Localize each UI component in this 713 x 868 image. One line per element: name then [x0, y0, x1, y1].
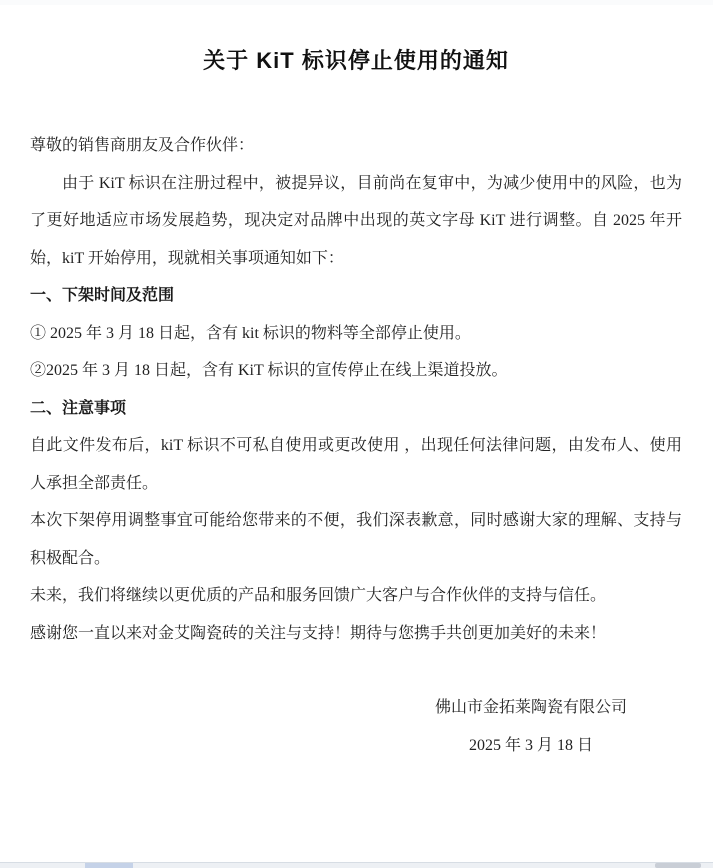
- section2-paragraph-4: 感谢您一直以来对金艾陶瓷砖的关注与支持！期待与您携手共创更加美好的未来！: [30, 624, 607, 642]
- section2-heading: 二、注意事项: [30, 399, 127, 417]
- scrollbar-thumb[interactable]: [655, 863, 701, 868]
- section2-paragraph-2: 本次下架停用调整事宜可能给您带来的不便，我们深表歉意，同时感谢大家的理解、支持与积极配合。: [30, 512, 682, 567]
- signature-block: [435, 689, 627, 764]
- section1-heading: 一、下架时间及范围: [30, 287, 175, 304]
- scrollbar-blue-segment: [85, 863, 133, 868]
- section2-paragraph-1: 自此文件发布后，kiT 标识不可私自使用或更改使用 ，出现任何法律问题，由发布人、使用人承担全部责任。: [30, 437, 682, 492]
- signature-date: 2025 年 3 月 18 日: [468, 736, 593, 754]
- salutation: 尊敬的销售商朋友及合作伙伴：: [30, 137, 255, 154]
- section1-item-1: ① 2025 年 3 月 18 日起，含有 kit 标识的物料等全部停止使用。: [30, 324, 471, 342]
- section2-paragraph-3: 未来，我们将继续以更优质的产品和服务回馈广大客户与合作伙伴的支持与信任。: [30, 587, 607, 604]
- document-title: 关于 KiT 标识停止使用的通知: [203, 48, 509, 73]
- signature-company: 佛山市金拓莱陶瓷有限公司: [434, 699, 627, 716]
- intro-paragraph: 由于 KiT 标识在注册过程中，被提异议，目前尚在复审中，为减少使用中的风险，也为了更好地适应市场发展趋势，现决定对品牌中出现的英文字母 KiT 进行调整。自 2025 年开始，kiT 开始停用，现就相关事项通知如下：: [30, 174, 682, 267]
- document-body: [30, 127, 682, 652]
- horizontal-scrollbar[interactable]: [0, 862, 713, 868]
- section1-item-2: ②2025 年 3 月 18 日起，含有 KiT 标识的宣传停止在线上渠道投放。: [30, 362, 508, 379]
- page-top-edge: [0, 0, 713, 5]
